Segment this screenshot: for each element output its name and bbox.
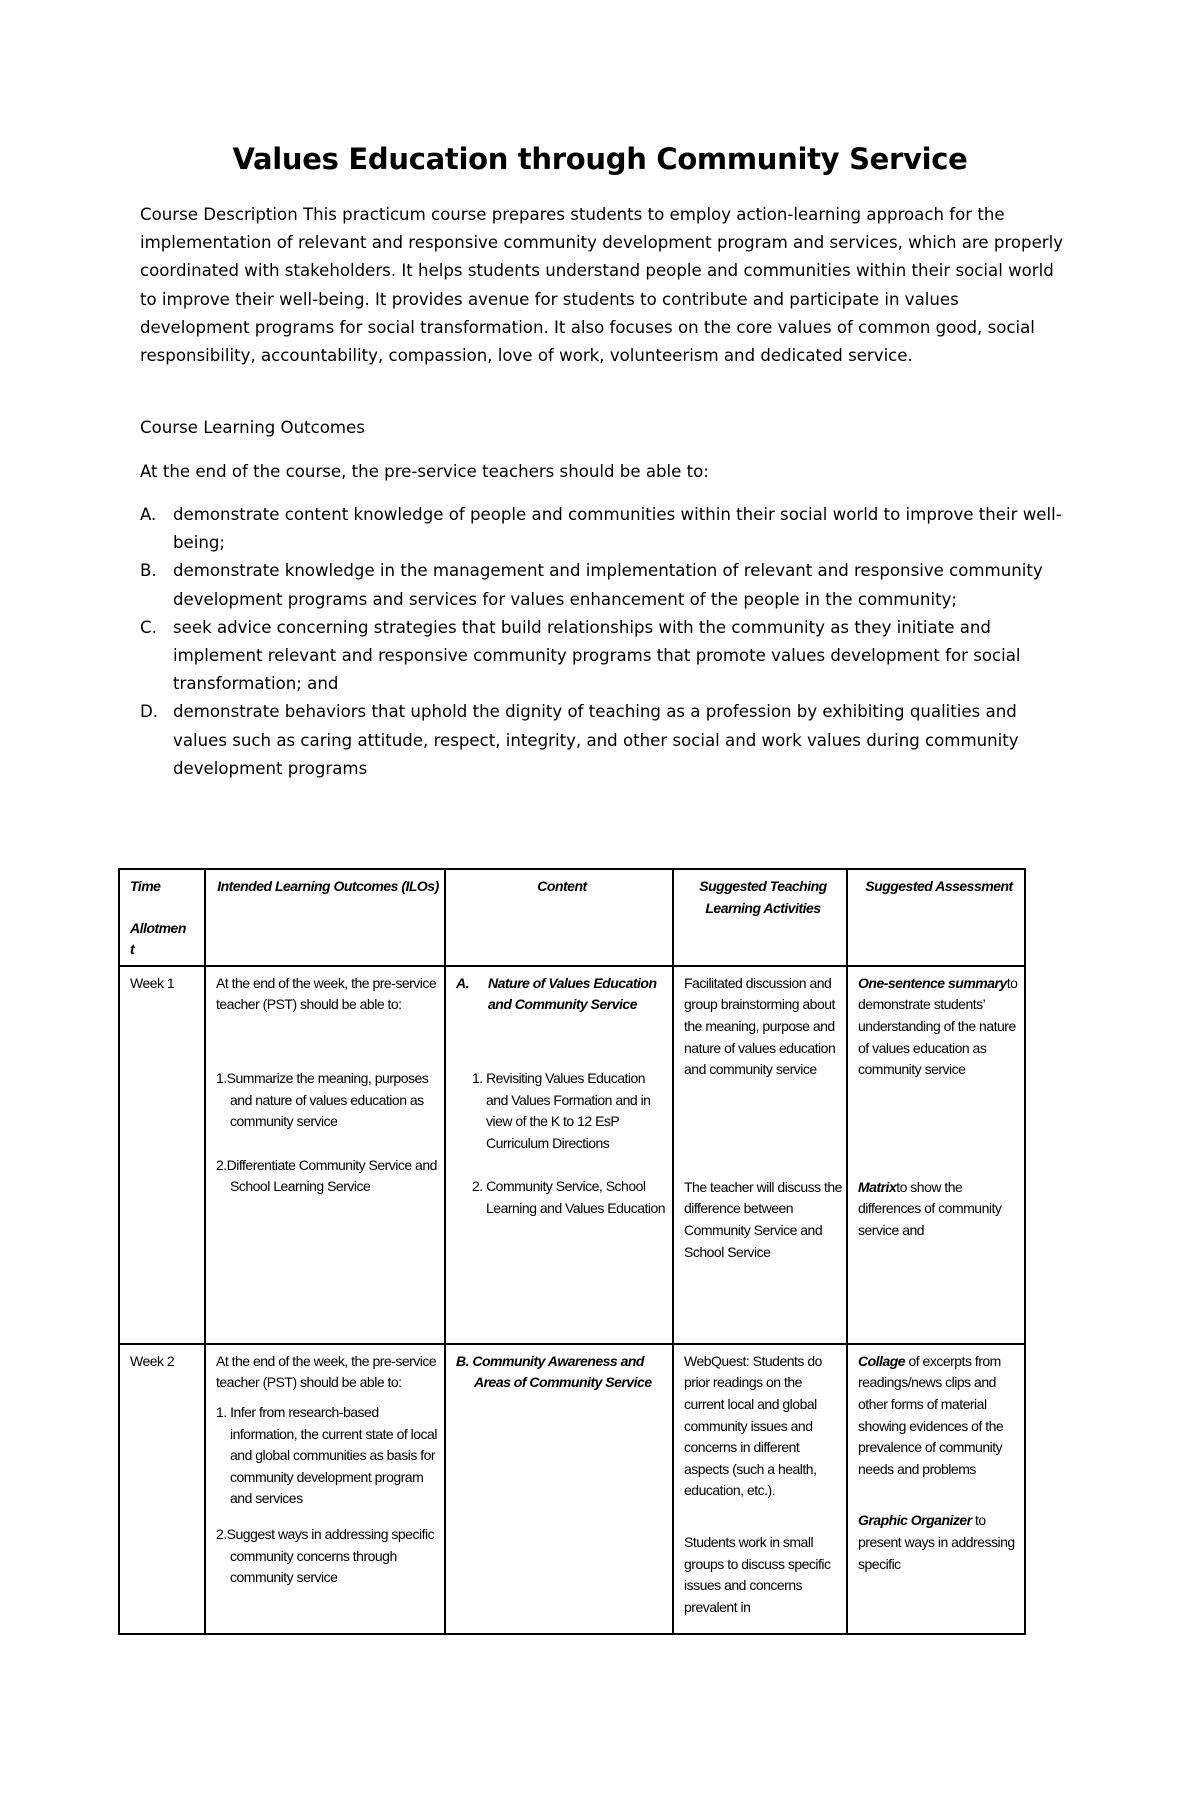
- ilo-cell: [205, 1344, 445, 1634]
- content-heading: B. Community Awareness and Areas of Community Service: [456, 1352, 652, 1391]
- assessment-keyword: Matrix: [858, 1178, 897, 1195]
- content-letter: A.: [456, 974, 469, 991]
- week-cell: Week 1: [119, 966, 205, 1344]
- outcome-text: demonstrate behaviors that uphold the dignity of teaching as a profession by exhibiting qualities and values such as caring attitude, respect, integrity, and other social and work values during community development programs: [173, 702, 1019, 778]
- content-heading-text: Nature of Values Education and Community Service: [488, 974, 657, 1013]
- ilo-item: 1.Summarize the meaning, purposes and nature of values education as community service: [216, 1069, 429, 1130]
- spacer: [456, 1154, 668, 1176]
- outcome-letter: A.: [140, 505, 157, 524]
- activities-cell: [673, 1344, 847, 1634]
- week-cell: Week 2: [119, 1344, 205, 1634]
- assessment-cell: [847, 966, 1025, 1344]
- spacer: [456, 1016, 668, 1068]
- spacer: [684, 1081, 842, 1177]
- assessment-text: [858, 1177, 1020, 1242]
- assessment-rest: to present ways in addressing specific: [858, 1512, 1015, 1572]
- course-description: Course Description This practicum course prepares students to employ action-learning approach for the implementation of relevant and responsive community development program and services, which are properly coordinated with stakeholders. It helps students understand people and communities within their social world to improve their well-being. It provides avenue for students to contribute and participate in values development programs for social transformation. It also focuses on the core values of common good, social responsibility, accountability, compassion, love of work, volunteerism and dedicated service.: [140, 205, 1064, 366]
- header-time-line: Time: [130, 878, 161, 894]
- content-item: 1. Revisiting Values Education and Values Formation and in view of the K to 12 EsP Curriculum Directions: [472, 1069, 651, 1151]
- header-ilo: Intended Learning Outcomes (ILOs): [205, 869, 445, 966]
- content-cell: [445, 1344, 673, 1634]
- header-time-allotment: [119, 869, 205, 966]
- outcome-text: demonstrate content knowledge of people and communities within their social world to improve their well-being;: [173, 505, 1062, 553]
- header-assessment: Suggested Assessment: [847, 869, 1025, 966]
- outcome-letter: B.: [140, 561, 157, 581]
- spacer: [216, 1133, 440, 1155]
- learning-outcomes-intro: At the end of the course, the pre-service teachers should be able to:: [140, 462, 709, 481]
- syllabus-table: [118, 868, 1026, 1635]
- assessment-keyword: Graphic Organizer: [858, 1512, 972, 1529]
- outcome-letter: D.: [140, 702, 159, 722]
- outcome-item: [140, 614, 1070, 699]
- assessment-cell: [847, 1344, 1025, 1634]
- table-row: [119, 966, 1025, 1344]
- assessment-text: [858, 1351, 1020, 1481]
- ilo-item: 2.Suggest ways in addressing specific community concerns through community service: [216, 1525, 435, 1586]
- spacer: [130, 898, 200, 918]
- table-row: [119, 1344, 1025, 1634]
- activity-text: The teacher will discuss the difference between Community Service and School Service: [684, 1178, 842, 1260]
- assessment-rest: to demonstrate students’ understanding of the nature of values education as community service: [858, 974, 1018, 1078]
- ilo-item: 2.Differentiate Community Service and School Learning Service: [216, 1156, 437, 1195]
- outcome-letter: C.: [140, 617, 157, 637]
- assessment-text: [858, 1510, 1020, 1575]
- activity-text: Facilitated discussion and group brainstorming about the meaning, purpose and nature of values education and community service: [684, 974, 836, 1078]
- content-heading: [456, 973, 668, 1016]
- header-content: Content: [445, 869, 673, 966]
- assessment-rest: of excerpts from readings/news clips and other forms of material showing evidences of the prevalence of community needs and problems: [858, 1352, 1004, 1477]
- document-title: Values Education through Community Service: [232, 142, 968, 176]
- assessment-keyword: Collage: [858, 1352, 906, 1369]
- outcome-item: [140, 557, 1070, 613]
- assessment-keyword: One-sentence summary: [858, 974, 1007, 991]
- assessment-rest: to show the differences of community service and: [858, 1178, 1002, 1238]
- ilo-intro: At the end of the week, the pre-service teacher (PST) should be able to:: [216, 974, 437, 1013]
- activity-text: Students work in small groups to discuss specific issues and concerns prevalent in: [684, 1533, 831, 1615]
- table-header-row: [119, 869, 1025, 966]
- ilo-cell: [205, 966, 445, 1344]
- ilo-item: 1. Infer from research-based information, the current state of local and global communities as basis for community development program and services: [216, 1403, 437, 1507]
- outcome-item: [140, 501, 1070, 557]
- spacer: [684, 1502, 842, 1532]
- learning-outcomes-heading: Course Learning Outcomes: [140, 418, 365, 437]
- spacer: [858, 1081, 1020, 1177]
- header-time-line: t: [130, 941, 135, 958]
- content-cell: [445, 966, 673, 1344]
- outcome-text: seek advice concerning strategies that build relationships with the community as they initiate and implement relevant and responsive community programs that promote values development for social transformation; and: [173, 617, 1021, 694]
- spacer: [216, 1394, 440, 1402]
- header-time-line: Allotmen: [130, 919, 186, 936]
- header-activities: Suggested Teaching Learning Activities: [673, 869, 847, 966]
- ilo-intro: At the end of the week, the pre-service teacher (PST) should be able to:: [216, 1352, 437, 1391]
- spacer: [216, 1510, 440, 1524]
- assessment-text: [858, 973, 1020, 1081]
- spacer: [858, 1480, 1020, 1510]
- content-item: 2. Community Service, School Learning and Values Education: [472, 1178, 666, 1216]
- activity-text: WebQuest: Students do prior readings on the current local and global community issues and concerns in different aspects (such a health, education, etc.).: [684, 1352, 822, 1499]
- outcome-text: demonstrate knowledge in the management and implementation of relevant and responsive community development programs and services for values enhancement of the people in the community;: [173, 561, 1043, 609]
- learning-outcomes-list: [140, 501, 1070, 783]
- activities-cell: [673, 966, 847, 1344]
- outcome-item: [140, 698, 1070, 783]
- spacer: [216, 1016, 440, 1068]
